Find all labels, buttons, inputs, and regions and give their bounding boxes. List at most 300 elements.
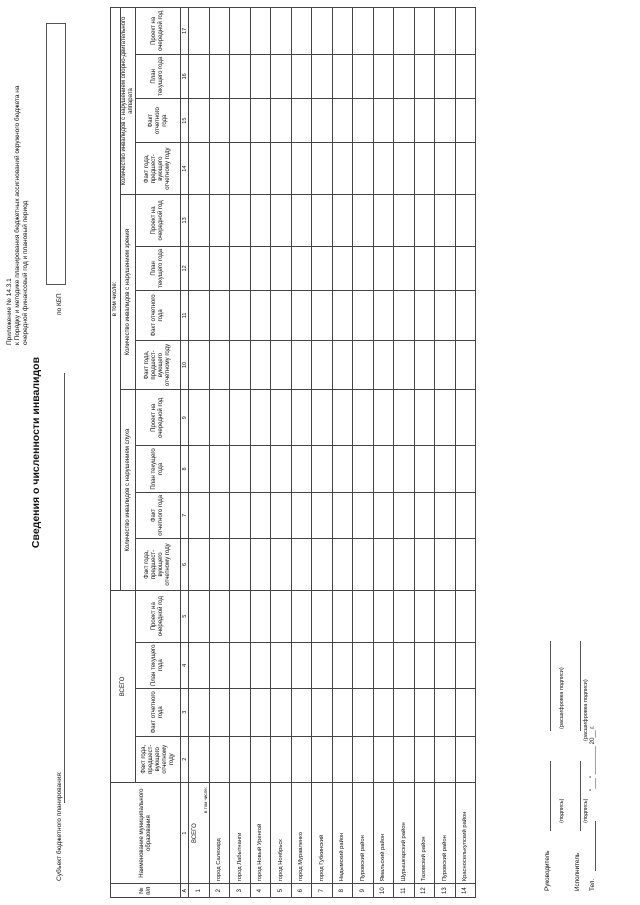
total-note: в том числе:: [202, 786, 208, 813]
value-cell[interactable]: [271, 642, 292, 688]
value-cell[interactable]: [271, 54, 292, 98]
value-cell[interactable]: [312, 539, 333, 591]
value-cell[interactable]: [230, 54, 251, 98]
value-cell[interactable]: [291, 98, 312, 142]
value-cell[interactable]: [312, 590, 333, 642]
value-cell[interactable]: [455, 246, 476, 290]
value-cell[interactable]: [271, 195, 292, 247]
value-cell[interactable]: [250, 590, 271, 642]
table-row: [209, 8, 230, 898]
municipality-name: [189, 782, 210, 883]
value-cell[interactable]: [189, 492, 210, 538]
value-cell[interactable]: [230, 539, 251, 591]
value-cell[interactable]: [230, 340, 251, 390]
value-cell[interactable]: [353, 492, 374, 538]
subject-label: Субъект бюджетного планирования:: [56, 771, 63, 881]
sub-project-next: Проект на очередной год: [136, 8, 181, 55]
column-index-cell: 3: [181, 689, 189, 737]
value-cell[interactable]: [291, 246, 312, 290]
column-index-cell: 7: [181, 492, 189, 538]
value-cell[interactable]: [332, 98, 353, 142]
value-cell[interactable]: [394, 492, 415, 538]
value-cell[interactable]: [312, 143, 333, 195]
value-cell[interactable]: [209, 390, 230, 446]
column-index-cell: A: [181, 884, 189, 898]
value-cell[interactable]: [312, 390, 333, 446]
value-cell[interactable]: [312, 446, 333, 492]
column-index-cell: 13: [181, 195, 189, 247]
sub-fact-prev: Факт года, предшест-вующего отчетному году: [136, 539, 181, 591]
value-cell[interactable]: [414, 8, 435, 55]
value-cell[interactable]: [353, 736, 374, 782]
value-cell[interactable]: [332, 390, 353, 446]
value-cell[interactable]: [332, 143, 353, 195]
value-cell[interactable]: [291, 195, 312, 247]
sub-fact-report: Факт отчетного года: [136, 492, 181, 538]
value-cell[interactable]: [271, 143, 292, 195]
value-cell[interactable]: [435, 492, 456, 538]
value-cell[interactable]: [435, 340, 456, 390]
value-cell[interactable]: [353, 98, 374, 142]
value-cell[interactable]: [250, 492, 271, 538]
row-number: 8: [332, 884, 353, 898]
value-cell[interactable]: [353, 8, 374, 55]
value-cell[interactable]: [209, 291, 230, 341]
kbp-code-box: [46, 23, 66, 285]
value-cell[interactable]: [414, 492, 435, 538]
table-row: [373, 8, 394, 898]
sub-fact-report: Факт отчетного года: [136, 689, 181, 737]
value-cell[interactable]: [312, 340, 333, 390]
value-cell[interactable]: [189, 590, 210, 642]
value-cell[interactable]: [291, 54, 312, 98]
value-cell[interactable]: [291, 590, 312, 642]
value-cell[interactable]: [312, 246, 333, 290]
value-cell[interactable]: [271, 340, 292, 390]
value-cell[interactable]: [435, 246, 456, 290]
value-cell[interactable]: [291, 736, 312, 782]
value-cell[interactable]: [332, 195, 353, 247]
sub-plan-current: План текущего года: [136, 54, 181, 98]
value-cell[interactable]: [373, 143, 394, 195]
value-cell[interactable]: [250, 98, 271, 142]
value-cell[interactable]: [312, 54, 333, 98]
sub-project-next: Проект на очередной год: [136, 195, 181, 247]
value-cell[interactable]: [435, 446, 456, 492]
column-index-cell: 17: [181, 8, 189, 55]
value-cell[interactable]: [394, 340, 415, 390]
column-index-cell: 6: [181, 539, 189, 591]
value-cell[interactable]: [250, 54, 271, 98]
row-number: 3: [230, 884, 251, 898]
value-cell[interactable]: [332, 492, 353, 538]
value-cell[interactable]: [455, 143, 476, 195]
value-cell[interactable]: [394, 195, 415, 247]
value-cell[interactable]: [455, 642, 476, 688]
value-cell[interactable]: [250, 390, 271, 446]
value-cell[interactable]: [189, 390, 210, 446]
value-cell[interactable]: [189, 446, 210, 492]
value-cell[interactable]: [312, 689, 333, 737]
row-number: 1: [189, 884, 210, 898]
column-index-cell: 10: [181, 340, 189, 390]
value-cell[interactable]: [353, 539, 374, 591]
value-cell[interactable]: [291, 642, 312, 688]
value-cell[interactable]: [291, 8, 312, 55]
value-cell[interactable]: [189, 340, 210, 390]
value-cell[interactable]: [394, 291, 415, 341]
value-cell[interactable]: [353, 590, 374, 642]
value-cell[interactable]: [332, 291, 353, 341]
value-cell[interactable]: [455, 54, 476, 98]
value-cell[interactable]: [373, 492, 394, 538]
value-cell[interactable]: [455, 98, 476, 142]
head-caption-sign: (подпись): [559, 798, 565, 823]
table-row: [455, 8, 476, 898]
value-cell[interactable]: [291, 492, 312, 538]
value-cell[interactable]: [435, 291, 456, 341]
value-cell[interactable]: [209, 642, 230, 688]
value-cell[interactable]: [435, 390, 456, 446]
value-cell[interactable]: [189, 539, 210, 591]
value-cell[interactable]: [373, 246, 394, 290]
value-cell[interactable]: [353, 291, 374, 341]
table-row: [189, 8, 210, 898]
value-cell[interactable]: [373, 689, 394, 737]
value-cell[interactable]: [373, 195, 394, 247]
value-cell[interactable]: [209, 246, 230, 290]
value-cell[interactable]: [414, 195, 435, 247]
value-cell[interactable]: [353, 195, 374, 247]
value-cell[interactable]: [332, 590, 353, 642]
value-cell[interactable]: [353, 143, 374, 195]
value-cell[interactable]: [250, 195, 271, 247]
value-cell[interactable]: [209, 340, 230, 390]
value-cell[interactable]: [435, 54, 456, 98]
value-cell[interactable]: [250, 539, 271, 591]
value-cell[interactable]: [455, 590, 476, 642]
value-cell[interactable]: [250, 8, 271, 55]
column-index-row: [181, 8, 189, 898]
sub-fact-report: Факт отчетного года: [136, 291, 181, 341]
value-cell[interactable]: [353, 54, 374, 98]
value-cell[interactable]: [414, 143, 435, 195]
row-number: 10: [373, 884, 394, 898]
value-cell[interactable]: [230, 390, 251, 446]
value-cell[interactable]: [312, 642, 333, 688]
value-cell[interactable]: [332, 54, 353, 98]
value-cell[interactable]: [291, 143, 312, 195]
value-cell[interactable]: [455, 689, 476, 737]
table-row: [414, 8, 435, 898]
value-cell[interactable]: [353, 390, 374, 446]
value-cell[interactable]: [250, 143, 271, 195]
head-sign-line: [550, 761, 551, 831]
value-cell[interactable]: [291, 689, 312, 737]
sub-fact-report: Факт отчетного года: [136, 98, 181, 142]
value-cell[interactable]: [455, 736, 476, 782]
value-cell[interactable]: [209, 689, 230, 737]
value-cell[interactable]: [435, 8, 456, 55]
value-cell[interactable]: [230, 246, 251, 290]
municipality-name: Тазовский район: [414, 782, 435, 883]
value-cell[interactable]: [230, 642, 251, 688]
value-cell[interactable]: [414, 539, 435, 591]
value-cell[interactable]: [271, 736, 292, 782]
value-cell[interactable]: [435, 143, 456, 195]
value-cell[interactable]: [291, 446, 312, 492]
row-number: 2: [209, 884, 230, 898]
value-cell[interactable]: [209, 492, 230, 538]
value-cell[interactable]: [435, 736, 456, 782]
row-number: 4: [250, 884, 271, 898]
value-cell[interactable]: [394, 143, 415, 195]
municipality-name: Ямальский район: [373, 782, 394, 883]
value-cell[interactable]: [209, 8, 230, 55]
date-field: "___" ________ 20__ г.: [589, 725, 596, 791]
value-cell[interactable]: [373, 98, 394, 142]
kbp-label: по КБП: [56, 293, 63, 315]
value-cell[interactable]: [435, 689, 456, 737]
value-cell[interactable]: [189, 246, 210, 290]
value-cell[interactable]: [455, 291, 476, 341]
value-cell[interactable]: [271, 590, 292, 642]
value-cell[interactable]: [332, 8, 353, 55]
sub-fact-prev: Факт года, предшест-вующего отчетному году: [136, 736, 181, 782]
value-cell[interactable]: [312, 492, 333, 538]
value-cell[interactable]: [414, 390, 435, 446]
value-cell[interactable]: [373, 291, 394, 341]
value-cell[interactable]: [455, 195, 476, 247]
municipality-name: Пуровский район: [353, 782, 374, 883]
value-cell[interactable]: [353, 446, 374, 492]
column-index-cell: 9: [181, 390, 189, 446]
disabled-count-table: [110, 7, 476, 898]
value-cell[interactable]: [230, 8, 251, 55]
value-cell[interactable]: [189, 291, 210, 341]
exec-label: Исполнитель: [574, 852, 581, 891]
value-cell[interactable]: [414, 590, 435, 642]
sub-project-next: Проект на очередной год: [136, 390, 181, 446]
value-cell[interactable]: [189, 143, 210, 195]
value-cell[interactable]: [189, 54, 210, 98]
value-cell[interactable]: [209, 195, 230, 247]
value-cell[interactable]: [189, 642, 210, 688]
value-cell[interactable]: [373, 590, 394, 642]
value-cell[interactable]: [209, 590, 230, 642]
table-row: [312, 8, 333, 898]
total-label: ВСЕГО: [192, 823, 198, 843]
value-cell[interactable]: [414, 642, 435, 688]
value-cell[interactable]: [373, 8, 394, 55]
value-cell[interactable]: [414, 54, 435, 98]
value-cell[interactable]: [414, 446, 435, 492]
appendix-line-3: очередной финансовый год и плановый период: [22, 200, 29, 345]
sub-plan-current: План текущего года: [136, 642, 181, 688]
table-row: [291, 8, 312, 898]
value-cell[interactable]: [291, 291, 312, 341]
value-cell[interactable]: [353, 689, 374, 737]
value-cell[interactable]: [455, 446, 476, 492]
row-number: 13: [435, 884, 456, 898]
value-cell[interactable]: [230, 291, 251, 341]
value-cell[interactable]: [230, 143, 251, 195]
municipality-name: Надымский район: [332, 782, 353, 883]
value-cell[interactable]: [435, 590, 456, 642]
value-cell[interactable]: [209, 54, 230, 98]
col-name-header: Наименование муниципального образования: [111, 782, 181, 883]
value-cell[interactable]: [332, 689, 353, 737]
value-cell[interactable]: [271, 492, 292, 538]
subject-fill-line: [64, 373, 65, 803]
value-cell[interactable]: [291, 340, 312, 390]
value-cell[interactable]: [312, 736, 333, 782]
value-cell[interactable]: [435, 98, 456, 142]
value-cell[interactable]: [373, 54, 394, 98]
value-cell[interactable]: [455, 539, 476, 591]
value-cell[interactable]: [209, 143, 230, 195]
municipality-name: город Лабытнанги: [230, 782, 251, 883]
value-cell[interactable]: [312, 195, 333, 247]
value-cell[interactable]: [394, 54, 415, 98]
value-cell[interactable]: [455, 8, 476, 55]
value-cell[interactable]: [332, 340, 353, 390]
row-number: 9: [353, 884, 374, 898]
value-cell[interactable]: [332, 246, 353, 290]
value-cell[interactable]: [394, 390, 415, 446]
value-cell[interactable]: [312, 291, 333, 341]
value-cell[interactable]: [373, 642, 394, 688]
value-cell[interactable]: [271, 246, 292, 290]
value-cell[interactable]: [435, 539, 456, 591]
value-cell[interactable]: [189, 8, 210, 55]
group-sight-header: Количество инвалидов с нарушением слуха: [121, 390, 136, 591]
value-cell[interactable]: [209, 539, 230, 591]
value-cell[interactable]: [373, 736, 394, 782]
value-cell[interactable]: [271, 689, 292, 737]
value-cell[interactable]: [394, 8, 415, 55]
value-cell[interactable]: [435, 195, 456, 247]
value-cell[interactable]: [189, 736, 210, 782]
value-cell[interactable]: [291, 390, 312, 446]
municipality-name: город Муравленко: [291, 782, 312, 883]
value-cell[interactable]: [394, 446, 415, 492]
value-cell[interactable]: [373, 446, 394, 492]
municipality-name: Пуровский район: [435, 782, 456, 883]
value-cell[interactable]: [353, 340, 374, 390]
value-cell[interactable]: [414, 340, 435, 390]
tel-line: [595, 821, 596, 871]
municipality-name: Шурышкарский район: [394, 782, 415, 883]
value-cell[interactable]: [455, 390, 476, 446]
municipality-name: город Губкинский: [312, 782, 333, 883]
sub-fact-prev: Факт года, предшест-вующего отчетному году: [136, 143, 181, 195]
value-cell[interactable]: [291, 539, 312, 591]
tel-label: Тел.: [589, 878, 596, 891]
value-cell[interactable]: [230, 446, 251, 492]
page-title: Сведения о численности инвалидов: [30, 356, 42, 549]
value-cell[interactable]: [250, 291, 271, 341]
row-number: 5: [271, 884, 292, 898]
value-cell[interactable]: [435, 642, 456, 688]
value-cell[interactable]: [332, 446, 353, 492]
value-cell[interactable]: [394, 246, 415, 290]
value-cell[interactable]: [271, 98, 292, 142]
value-cell[interactable]: [353, 642, 374, 688]
value-cell[interactable]: [394, 539, 415, 591]
sub-fact-prev: Факт года, предшест-вующего отчетному году: [136, 340, 181, 390]
value-cell[interactable]: [455, 340, 476, 390]
value-cell[interactable]: [271, 8, 292, 55]
value-cell[interactable]: [250, 340, 271, 390]
value-cell[interactable]: [414, 98, 435, 142]
value-cell[interactable]: [209, 736, 230, 782]
appendix-line-2: к Порядку и методике планирования бюджетных ассигнований окружного бюджета на: [14, 85, 21, 345]
table-row: [353, 8, 374, 898]
value-cell[interactable]: [271, 539, 292, 591]
value-cell[interactable]: [230, 590, 251, 642]
value-cell[interactable]: [209, 98, 230, 142]
value-cell[interactable]: [250, 736, 271, 782]
value-cell[interactable]: [332, 642, 353, 688]
value-cell[interactable]: [394, 642, 415, 688]
value-cell[interactable]: [271, 446, 292, 492]
value-cell[interactable]: [250, 246, 271, 290]
municipality-name: город Ноябрьск: [271, 782, 292, 883]
value-cell[interactable]: [394, 689, 415, 737]
row-number: 6: [291, 884, 312, 898]
value-cell[interactable]: [189, 98, 210, 142]
column-index-cell: 4: [181, 642, 189, 688]
value-cell[interactable]: [455, 492, 476, 538]
value-cell[interactable]: [373, 340, 394, 390]
head-label: Руководитель: [544, 850, 551, 891]
value-cell[interactable]: [394, 736, 415, 782]
column-index-cell: 1: [181, 782, 189, 883]
value-cell[interactable]: [189, 195, 210, 247]
value-cell[interactable]: [250, 446, 271, 492]
value-cell[interactable]: [209, 446, 230, 492]
sub-plan-current: План текущего года: [136, 246, 181, 290]
value-cell[interactable]: [414, 291, 435, 341]
head-caption-name: (расшифровка подписи): [559, 667, 565, 729]
value-cell[interactable]: [414, 246, 435, 290]
value-cell[interactable]: [250, 689, 271, 737]
value-cell[interactable]: [394, 590, 415, 642]
group-motor-header: Количество инвалидов с нарушением опорно-двигательного аппарата: [121, 8, 136, 195]
value-cell[interactable]: [332, 539, 353, 591]
value-cell[interactable]: [250, 642, 271, 688]
value-cell[interactable]: [373, 539, 394, 591]
value-cell[interactable]: [230, 98, 251, 142]
value-cell[interactable]: [312, 98, 333, 142]
value-cell[interactable]: [332, 736, 353, 782]
col-no-header: № п/п: [111, 884, 181, 898]
value-cell[interactable]: [230, 492, 251, 538]
value-cell[interactable]: [230, 689, 251, 737]
value-cell[interactable]: [353, 246, 374, 290]
value-cell[interactable]: [414, 736, 435, 782]
value-cell[interactable]: [230, 736, 251, 782]
value-cell[interactable]: [312, 8, 333, 55]
value-cell[interactable]: [189, 689, 210, 737]
value-cell[interactable]: [394, 98, 415, 142]
value-cell[interactable]: [373, 390, 394, 446]
value-cell[interactable]: [230, 195, 251, 247]
value-cell[interactable]: [271, 291, 292, 341]
value-cell[interactable]: [414, 689, 435, 737]
value-cell[interactable]: [271, 390, 292, 446]
